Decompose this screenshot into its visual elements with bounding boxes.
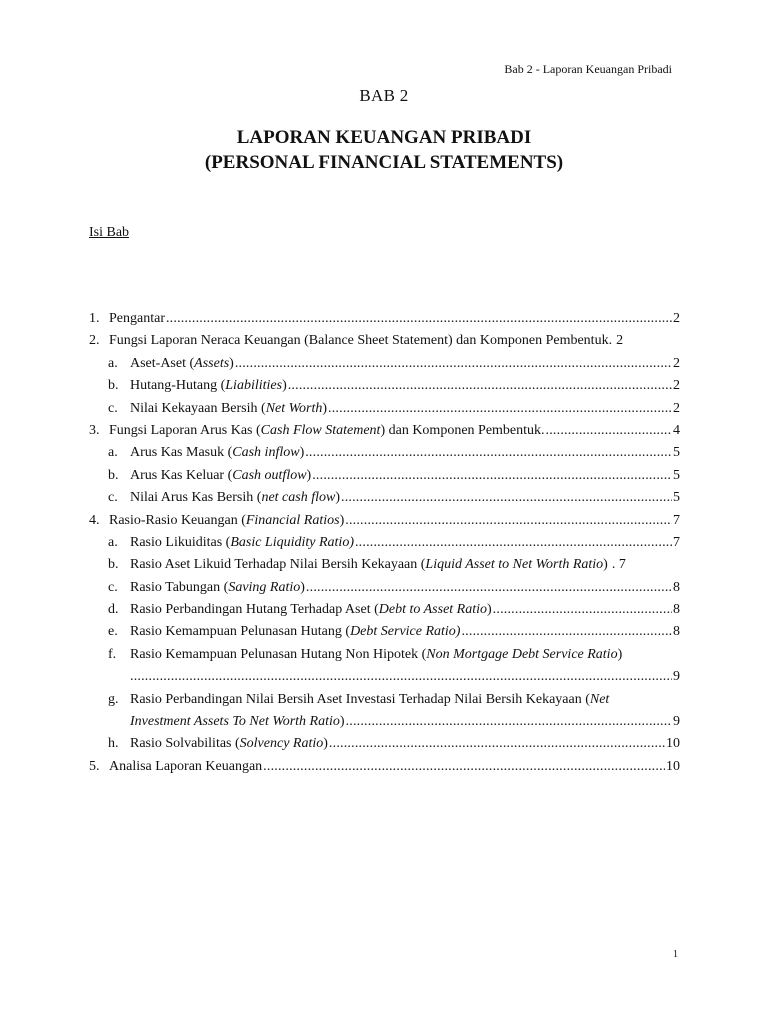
- toc-entry-2c[interactable]: [89, 398, 680, 420]
- toc-leader: [288, 375, 672, 397]
- toc-text: Fungsi Laporan Arus Kas (Cash Flow Statement) dan Komponen Pembentuk.: [109, 422, 545, 438]
- toc-entry-5[interactable]: [89, 756, 680, 778]
- toc-page-number: 2: [673, 311, 680, 326]
- toc-entry-4a[interactable]: [89, 532, 680, 554]
- toc-number: b.: [108, 467, 119, 483]
- toc-entry-2[interactable]: [89, 330, 680, 352]
- toc-entry-4e[interactable]: [89, 621, 680, 643]
- toc-leader: [306, 577, 672, 599]
- toc-page-number: 5: [673, 467, 680, 483]
- toc-text: Aset-Aset (Assets): [130, 355, 234, 371]
- toc-entry-4d[interactable]: [89, 599, 680, 621]
- page-number: 1: [673, 949, 678, 960]
- toc-text: Rasio Perbandingan Hutang Terhadap Aset (Debt to Asset Ratio): [130, 602, 492, 618]
- toc-number: h.: [108, 736, 119, 752]
- toc-leader: [345, 510, 672, 532]
- toc-entry-4f[interactable]: [89, 644, 680, 666]
- toc-entry-1[interactable]: [89, 308, 680, 330]
- toc-number: 1.: [89, 311, 100, 326]
- toc-number: 4.: [89, 512, 100, 528]
- toc-number: 2.: [89, 333, 100, 349]
- toc-text: Rasio Solvabilitas (Solvency Ratio): [130, 736, 328, 752]
- toc-leader: [305, 442, 672, 464]
- toc-entry-3a[interactable]: [89, 442, 680, 464]
- toc-text: Nilai Arus Kas Bersih (net cash flow): [130, 490, 340, 506]
- toc-page-number: 2: [673, 400, 680, 416]
- toc-number: 3.: [89, 422, 100, 438]
- toc-number: a.: [108, 534, 118, 550]
- toc-leader: [493, 599, 672, 621]
- toc-number: d.: [108, 602, 119, 618]
- toc-entry-2b[interactable]: [89, 375, 680, 397]
- toc-entry-4h[interactable]: [89, 733, 680, 755]
- toc-entry-4b[interactable]: [89, 554, 680, 576]
- chapter-label: BAB 2: [359, 86, 409, 105]
- toc-entry-4f-continuation[interactable]: [89, 666, 680, 688]
- toc-text: Rasio Perbandingan Nilai Bersih Aset Investasi Terhadap Nilai Bersih Kekayaan (Net: [130, 691, 610, 707]
- toc-page-number: 2: [616, 333, 624, 349]
- toc-text: Arus Kas Masuk (Cash inflow): [130, 445, 305, 461]
- toc-leader: [328, 398, 672, 420]
- chapter-title-line-2: (PERSONAL FINANCIAL STATEMENTS): [204, 152, 564, 173]
- toc-page-number: 10: [666, 736, 680, 752]
- chapter-title: [0, 125, 768, 175]
- toc-number: b.: [108, 557, 119, 573]
- toc-entry-3b[interactable]: [89, 465, 680, 487]
- toc-page-number: 8: [673, 624, 680, 640]
- toc-entry-2a[interactable]: [89, 353, 680, 375]
- toc-text: Arus Kas Keluar (Cash outflow): [130, 467, 312, 483]
- toc-page-number: 8: [673, 579, 680, 595]
- toc-entry-4g-continuation[interactable]: [89, 711, 680, 733]
- toc-text: Rasio Kemampuan Pelunasan Hutang (Debt Service Ratio): [130, 624, 461, 640]
- toc-page-number: 4: [673, 422, 680, 438]
- toc-entry-4g[interactable]: [89, 689, 680, 711]
- toc-entry-4c[interactable]: [89, 577, 680, 599]
- toc-entry-3[interactable]: [89, 420, 680, 442]
- toc-leader: [312, 465, 672, 487]
- toc-number: 5.: [89, 758, 100, 774]
- toc-text: Fungsi Laporan Neraca Keuangan (Balance Sheet Statement) dan Komponen Pembentuk.: [109, 333, 613, 349]
- toc-number: f.: [108, 646, 117, 662]
- toc-leader: [461, 621, 672, 643]
- toc-text: Analisa Laporan Keuangan: [109, 758, 263, 774]
- toc-number: c.: [108, 400, 118, 416]
- toc-page-number: 8: [673, 602, 680, 618]
- toc-page-number: 5: [673, 445, 680, 461]
- toc-number: b.: [108, 378, 119, 394]
- toc-leader: [329, 733, 665, 755]
- toc-page-number: 5: [673, 490, 680, 506]
- contents-heading: Isi Bab: [89, 225, 130, 240]
- toc-number: g.: [108, 691, 119, 707]
- toc-leader: [546, 420, 672, 442]
- toc-text: Pengantar: [109, 311, 165, 326]
- toc-leader: [130, 666, 672, 688]
- chapter-title-line-1: LAPORAN KEUANGAN PRIBADI: [236, 127, 532, 148]
- toc-number: c.: [108, 579, 118, 595]
- toc-number: e.: [108, 624, 118, 640]
- toc-entry-4[interactable]: [89, 510, 680, 532]
- toc-page-number: 7: [673, 534, 680, 550]
- toc-number: a.: [108, 445, 118, 461]
- toc-leader: [341, 487, 672, 509]
- toc-page-number: . 7: [611, 557, 626, 573]
- toc-leader: [355, 532, 672, 554]
- toc-leader: [235, 353, 672, 375]
- toc-entry-3c[interactable]: [89, 487, 680, 509]
- toc-text: Hutang-Hutang (Liabilities): [130, 378, 287, 394]
- toc-text: Rasio Aset Likuid Terhadap Nilai Bersih Kekayaan (Liquid Asset to Net Worth Ratio): [130, 557, 608, 573]
- toc-text: Nilai Kekayaan Bersih (Net Worth): [130, 400, 328, 416]
- toc-text: Rasio Kemampuan Pelunasan Hutang Non Hipotek (Non Mortgage Debt Service Ratio): [130, 646, 623, 662]
- toc-page-number: 9: [673, 714, 680, 730]
- toc-page-number: 7: [673, 512, 680, 528]
- toc-number: c.: [108, 490, 118, 506]
- toc-page-number: 2: [673, 378, 680, 394]
- running-header: Bab 2 - Laporan Keuangan Pribadi: [504, 62, 672, 76]
- toc-page-number: 10: [666, 758, 680, 774]
- toc-text: Rasio Likuiditas (Basic Liquidity Ratio): [130, 534, 354, 550]
- toc-text: Rasio Tabungan (Saving Ratio): [130, 579, 305, 595]
- toc-leader: [166, 308, 672, 330]
- toc-page-number: 2: [673, 355, 680, 371]
- toc-leader: [346, 711, 672, 733]
- toc-text: Rasio-Rasio Keuangan (Financial Ratios): [109, 512, 345, 528]
- toc-page-number: 9: [673, 669, 680, 685]
- toc-leader: [263, 756, 665, 778]
- table-of-contents: [89, 308, 680, 778]
- toc-number: a.: [108, 355, 118, 371]
- toc-text: Investment Assets To Net Worth Ratio): [130, 714, 345, 730]
